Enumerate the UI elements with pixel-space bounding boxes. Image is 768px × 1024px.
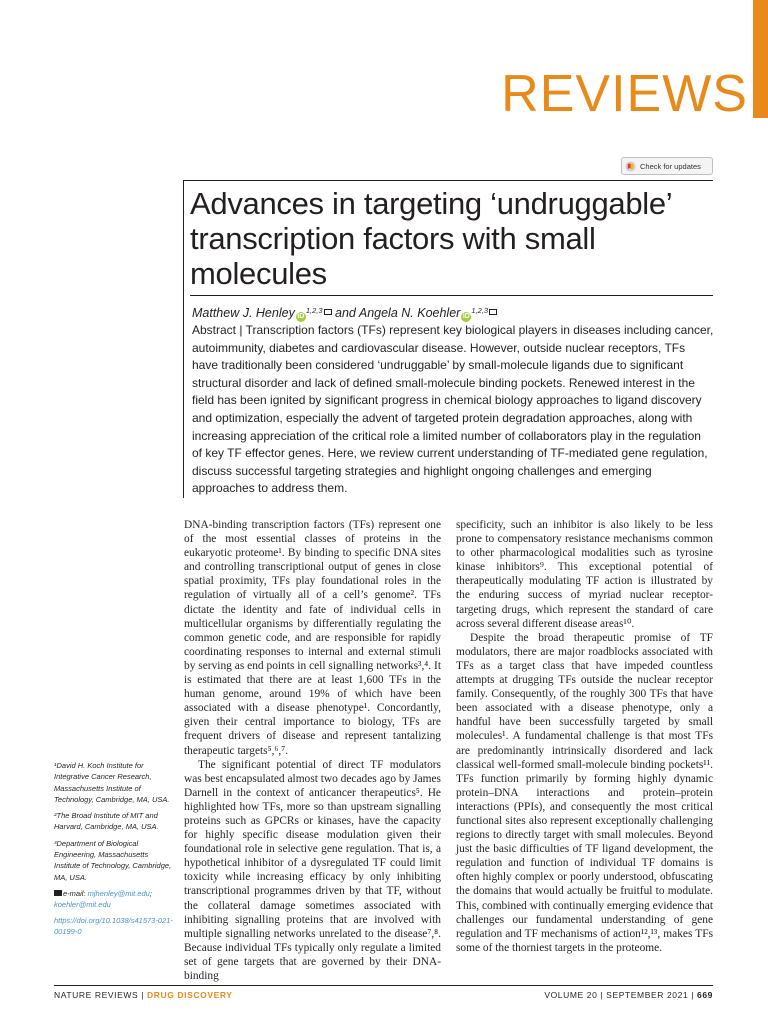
mail-icon[interactable] xyxy=(489,309,497,315)
body-paragraph: specificity, such an inhibitor is also likely to be less prone to compensatory resistance mechanisms common to other pharmacological modalities such as tyrosine kinase inhibitors⁹. This exceptional potential of therapeutically modulating TF action is illustrated by the enduring success of myriad nuclear receptor-targeting drugs, which represent the standard of care across several different disease areas¹⁰. xyxy=(456,519,713,630)
journal-prefix: NATURE REVIEWS | xyxy=(54,990,148,1000)
envelope-icon xyxy=(54,890,62,896)
body-paragraph: DNA-binding transcription factors (TFs) represent one of the most essential classes of proteins in the eukaryotic proteome¹. By binding to specific DNA sites and controlling transcriptional output of genes in close spatial proximity, TFs play foundational roles in the regulation of virtually all of a cell’s genome². TFs dictate the identity and fate of individual cells in multicellular organisms by differentially regulating the common genetic code, and are responsible for rapidly coordinating responses to internal and external stimuli by serving as end points in cell signalling networks³,⁴. It is estimated that there are at least 1,600 TFs in the human genome, around 19% of which have been associated with a disease phenotype¹. Concordantly, given their central importance to biology, TFs are frequent drivers of disease and represent tantalizing therapeutic targets⁵,⁶,⁷. xyxy=(184,519,441,757)
footer-rule xyxy=(54,985,713,986)
affiliations xyxy=(54,760,176,937)
mail-icon[interactable] xyxy=(324,309,332,315)
author-affiliation-sup: 1,2,3 xyxy=(305,306,323,315)
body-paragraph: The significant potential of direct TF modulators was best encapsulated almost two decades ago by James Darnell in the context of anticancer therapeutics⁵. He highlighted how TFs, more so than upstream signalling proteins such as GPCRs or kinases, have the capacity for highly specific disease modulation given their foundational role in selective gene regulation. That is, a hypothetical inhibitor of a dysregulated TF could limit toxicity while increasing efficacy by only inhibiting transcriptional programmes driven by that TF, without the collateral damage sometimes associated with inhibiting signalling proteins that are involved with multiple signalling networks unrelated to the disease⁷,⁸. Because individual TFs typically only regulate a limited set of gene targets that are governed by their DNA-binding xyxy=(184,758,441,982)
author-connector: and xyxy=(331,306,359,320)
orcid-icon[interactable]: iD xyxy=(462,313,470,320)
email-separator: ; xyxy=(149,888,152,898)
title-left-rule xyxy=(183,180,184,498)
footer-volume xyxy=(470,990,713,1000)
affiliation: ²The Broad Institute of MIT and Harvard, Cambridge, MA, USA. xyxy=(54,811,159,832)
author-affiliation-sup: 1,2,3 xyxy=(471,306,488,315)
check-updates-icon xyxy=(625,161,636,172)
affiliation: ¹David H. Koch Institute for Integrative Cancer Research, Massachusetts Institute of Technology, Cambridge, MA, USA. xyxy=(54,761,170,804)
email-link[interactable]: koehler@mit.edu xyxy=(54,900,111,910)
title-top-rule xyxy=(183,180,713,181)
journal-name: DRUG DISCOVERY xyxy=(147,990,233,1000)
body-column-right xyxy=(456,518,713,955)
orcid-icon[interactable]: iD xyxy=(297,313,305,320)
email-link[interactable]: mjhenley@mit.edu xyxy=(87,888,150,898)
body-column-left xyxy=(184,518,441,983)
volume-info: VOLUME 20 | SEPTEMBER 2021 | xyxy=(544,990,698,1000)
page-number: 669 xyxy=(697,990,713,1000)
article-title: Advances in targeting ‘undruggable’ transcription factors with small molecules xyxy=(190,186,672,291)
email-line xyxy=(54,888,176,911)
doi-link[interactable]: https://doi.org/10.1038/s41573-021-00199-0 xyxy=(54,915,173,936)
affiliation: ³Department of Biological Engineering, Massachusetts Institute of Technology, Cambridge, MA, USA. xyxy=(54,838,172,882)
check-for-updates-button[interactable] xyxy=(621,157,713,175)
author-line xyxy=(192,302,712,322)
abstract: Abstract | Transcription factors (TFs) represent key biological players in diseases including cancer, autoimmunity, diabetes and cardiovascular disease. However, outside nuclear receptors, TFs have traditionally been considered ‘undruggable’ by small-molecule ligands due to significant structural disorder and lack of defined small-molecule binding pockets. Renewed interest in the field has been ignited by significant progress in chemical biology approaches to ligand discovery and optimization, especially the advent of targeted protein degradation approaches, along with increasing appreciation of the critical role a limited number of collaborators play in the regulation of key TF effector genes. Here, we review current understanding of TF-mediated gene regulation, discuss successful targeting strategies and highlight ongoing challenges and emerging approaches to address them. xyxy=(192,323,714,496)
author-name[interactable]: Matthew J. Henley xyxy=(192,306,295,320)
accent-bar xyxy=(753,0,768,118)
title-bottom-rule xyxy=(190,295,713,296)
check-updates-label: Check for updates xyxy=(640,161,701,171)
author-name[interactable]: Angela N. Koehler xyxy=(358,306,461,320)
body-paragraph: Despite the broad therapeutic promise of TF modulators, there are major roadblocks associated with TFs as a target class that have impeded countless attempts at drugging TFs outside the nuclear receptor family. Consequently, of the roughly 300 TFs that have been associated with a disease phenotype, only a handful have been successfully targeted by small molecules¹. A fundamental challenge is that most TFs are predominantly intrinsically disordered and lack classical well-formed small-molecule binding pockets¹¹. TFs function primarily by forming highly dynamic protein–DNA interactions and protein–protein interactions (PPIs), and consequently the most critical functional sites also represent exceptionally challenging regions to directly target with small molecules. Beyond just the basic difficulties of TF ligand development, the regulation and function of individual TF domains is often highly complex or poorly understood, obfuscating the domains that would actually be fruitful to modulate. This, combined with continually emerging evidence that challenges our fundamental understanding of gene regulation and TF mechanisms of action¹²,¹³, makes TFs some of the thorniest targets in the proteome. xyxy=(456,631,713,954)
email-label: e-mail: xyxy=(63,888,88,898)
section-label: REVIEWS xyxy=(501,65,748,123)
footer-journal xyxy=(54,990,233,1000)
